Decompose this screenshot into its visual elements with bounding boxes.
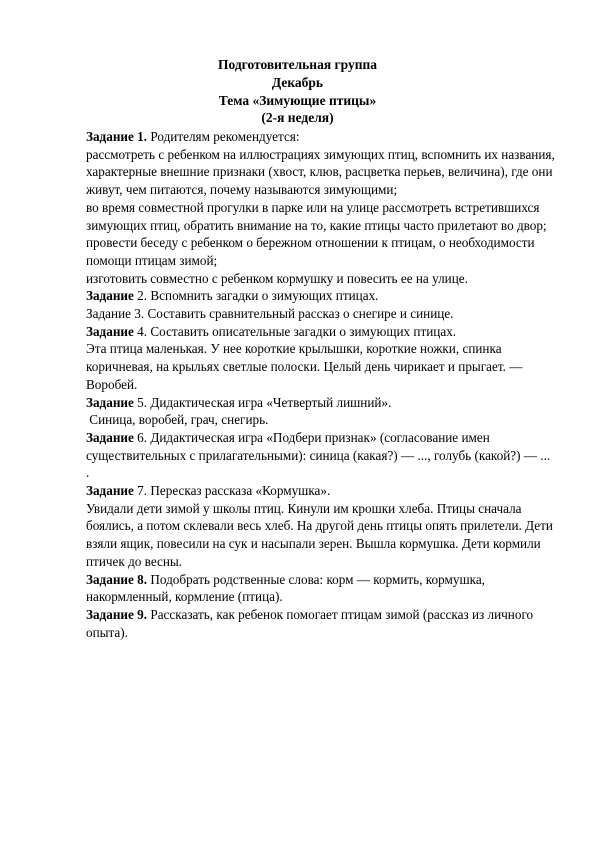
task-1-item: провести беседу с ребенком о бережном отношении к птицам, о необходимости помощи птицам зимой; (86, 235, 535, 268)
document-header (0, 56, 595, 127)
task-1-heading (86, 128, 556, 146)
task-label: Задание (86, 394, 134, 410)
task-label: Задание 9. (86, 606, 148, 622)
task-2-heading (86, 287, 556, 305)
task-4-heading (86, 323, 556, 341)
month-title: Декабрь (271, 74, 324, 90)
week-title: (2-я неделя) (261, 110, 334, 126)
task-text: 4. Составить описательные загадки о зимующих птицах. (133, 323, 457, 339)
task-6-heading (86, 429, 556, 482)
task-1-item: рассмотреть с ребенком на иллюстрациях зимующих птиц, вспомнить их названия, характерные внешние признаки (хвост, клюв, расцветка перьев, величина), где они живут, чем питаются, почему называются зимующими; (86, 146, 555, 198)
task-text: Рассказать, как ребенок помогает птицам зимой (рассказ из личного опыта). (86, 606, 534, 640)
task-text: Родителям рекомендуется: (147, 129, 300, 144)
group-title: Подготовительная группа (217, 57, 378, 72)
task-text: Подобрать родственные слова: корм — кормить, кормушка, накормленный, кормление (птица). (86, 571, 485, 605)
task-label: Задание 8. (86, 571, 148, 587)
task-label: Задание (86, 429, 134, 445)
task-label: Задание (86, 323, 134, 339)
task-1-item: изготовить совместно с ребенком кормушку и повесить ее на улице. (86, 270, 468, 286)
task-1-item: во время совместной прогулки в парке или на улице рассмотреть встретившихся зимующих птиц, обратить внимание на то, какие птицы часто прилетают во двор; (86, 199, 547, 233)
topic-title: Тема «Зимующие птицы» (218, 92, 377, 108)
task-text: Задание 3. Составить сравнительный рассказ о снегире и синице. (86, 306, 454, 322)
task-text: 2. Вспомнить загадки о зимующих птицах. (133, 288, 379, 304)
task-8-heading (86, 571, 556, 606)
task-label: Задание (86, 288, 134, 304)
task-4-riddle: Эта птица маленькая. У нее короткие крылышки, короткие ножки, спинка коричневая, на крыльях светлые полоски. Целый день чирикает и прыгает. — Воробей. (86, 341, 523, 392)
task-text: 7. Пересказ рассказа «Кормушка». (133, 483, 331, 499)
task-3-heading (86, 305, 556, 323)
task-text: 6. Дидактическая игра «Подбери признак» (согласование имен существительных с прилагательными): синица (какая?) — ..., голубь (какой?) — ... . (86, 429, 551, 481)
task-5-heading (86, 394, 556, 412)
task-label: Задание (86, 483, 134, 499)
task-5-words: Синица, воробей, грач, снегирь. (86, 412, 269, 428)
task-9-heading (86, 606, 556, 641)
document-body (86, 128, 556, 641)
task-text: 5. Дидактическая игра «Четвертый лишний». (133, 394, 392, 410)
task-7-heading (86, 482, 556, 500)
task-label: Задание 1. (86, 129, 148, 144)
task-7-story: Увидали дети зимой у школы птиц. Кинули им крошки хлеба. Птицы сначала боялись, а потом склевали весь хлеб. На другой день птицы опять прилетели. Дети взяли ящик, повесили на сук и насыпали зерен. Вышла кормушка. Дети кормили птичек до весны. (86, 500, 553, 569)
